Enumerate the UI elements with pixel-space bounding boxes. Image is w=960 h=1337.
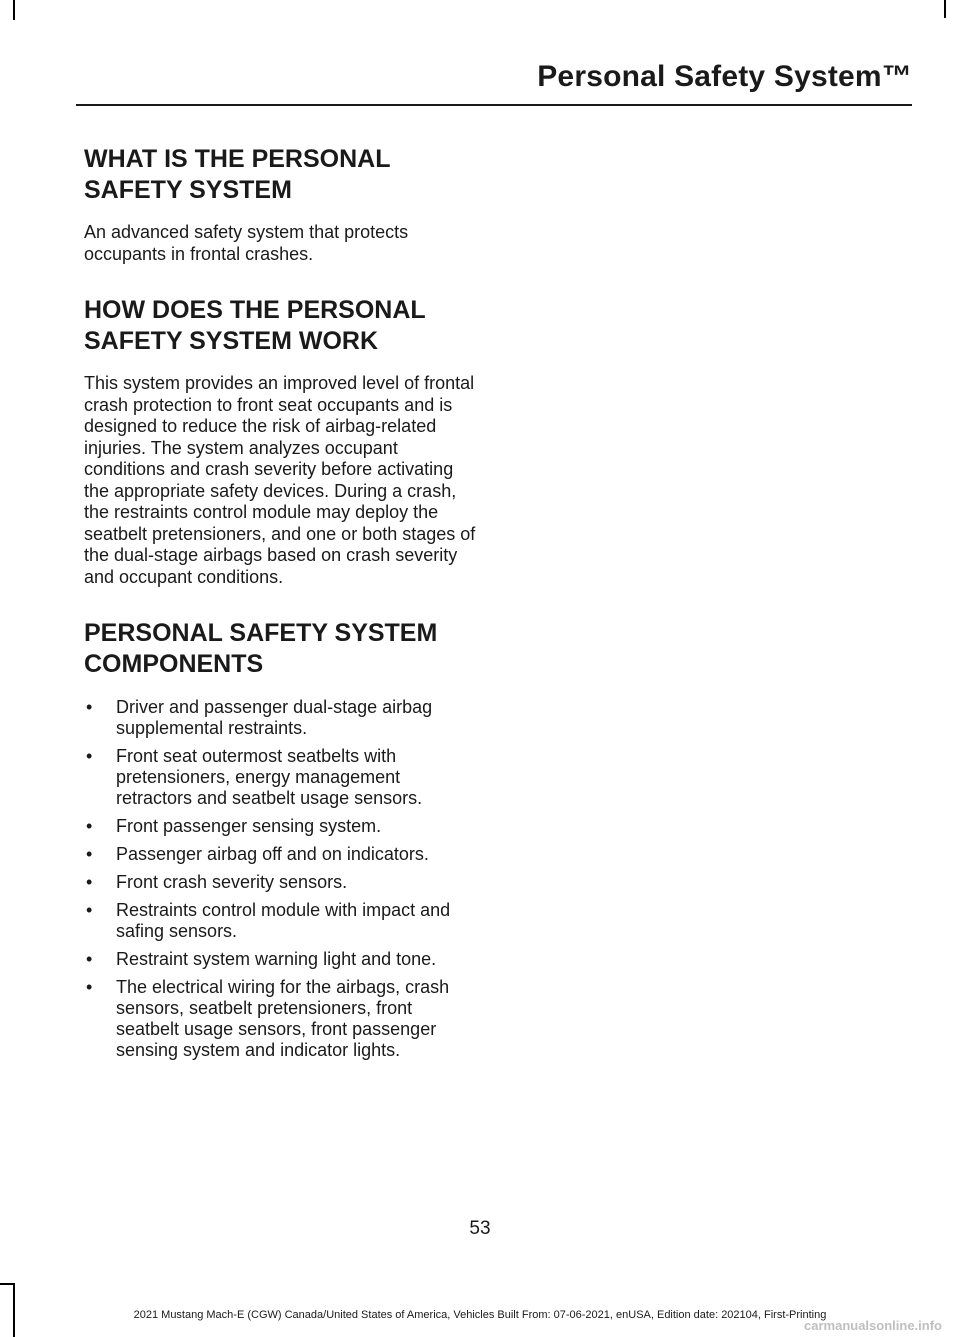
list-item [84, 949, 480, 970]
bullet-icon: • [86, 746, 93, 766]
watermark: carmanualsonline.info [804, 1318, 942, 1333]
bullet-icon: • [86, 872, 93, 892]
list-item-text: Front crash severity sensors. [116, 872, 348, 892]
bullet-icon: • [86, 816, 93, 836]
list-item-text: Driver and passenger dual-stage airbag supplemental restraints. [116, 697, 433, 738]
bullet-icon: • [86, 844, 93, 864]
main-column [84, 144, 480, 1068]
page-number: 53 [469, 1218, 491, 1239]
list-item [84, 900, 480, 942]
bullet-icon: • [86, 900, 93, 920]
list-item-text: The electrical wiring for the airbags, crash sensors, seatbelt pretensioners, front seatbelt usage sensors, front passenger sensing system and indicator lights. [116, 977, 450, 1060]
edition-footer: 2021 Mustang Mach-E (CGW) Canada/United States of America, Vehicles Built From: 07-06-2021, enUSA, Edition date: 202104, First-Printing [133, 1309, 827, 1321]
list-item-text: Restraints control module with impact and safing sensors. [116, 900, 451, 941]
list-item [84, 844, 480, 865]
list-item [84, 746, 480, 809]
crop-mark-bottom-left-horizontal [0, 1283, 13, 1285]
list-item [84, 697, 480, 739]
chapter-title: Personal Safety System™ [537, 60, 912, 93]
list-item-text: Restraint system warning light and tone. [116, 949, 437, 969]
section-heading-components: PERSONAL SAFETY SYSTEM COMPONENTS [84, 619, 438, 678]
bullet-icon: • [86, 977, 93, 997]
header-rule [76, 104, 912, 106]
list-item-text: Passenger airbag off and on indicators. [116, 844, 429, 864]
list-item [84, 872, 480, 893]
bullet-icon: • [86, 949, 93, 969]
section-heading-what-is: WHAT IS THE PERSONAL SAFETY SYSTEM [84, 145, 391, 204]
list-item [84, 816, 480, 837]
section-body-what-is: An advanced safety system that protects occupants in frontal crashes. [84, 222, 409, 264]
crop-mark-top-left [13, 0, 15, 20]
section-heading-how-it-works: HOW DOES THE PERSONAL SAFETY SYSTEM WORK [84, 296, 426, 355]
section-body-how-it-works: This system provides an improved level of frontal crash protection to front seat occupants and is designed to reduce the risk of airbag-related injuries. The system analyzes occupant conditions and crash severity before activating the appropriate safety devices. During a crash, the restraints control module may deploy the seatbelt pretensioners, and one or both stages of the dual-stage airbags based on crash severity and occupant conditions. [84, 373, 476, 587]
crop-mark-top-right [944, 0, 946, 18]
list-item-text: Front seat outermost seatbelts with pretensioners, energy management retractors and seatbelt usage sensors. [116, 746, 423, 808]
list-item [84, 977, 480, 1061]
list-item-text: Front passenger sensing system. [116, 816, 382, 836]
bullet-icon: • [86, 697, 93, 717]
components-list [84, 697, 480, 1061]
